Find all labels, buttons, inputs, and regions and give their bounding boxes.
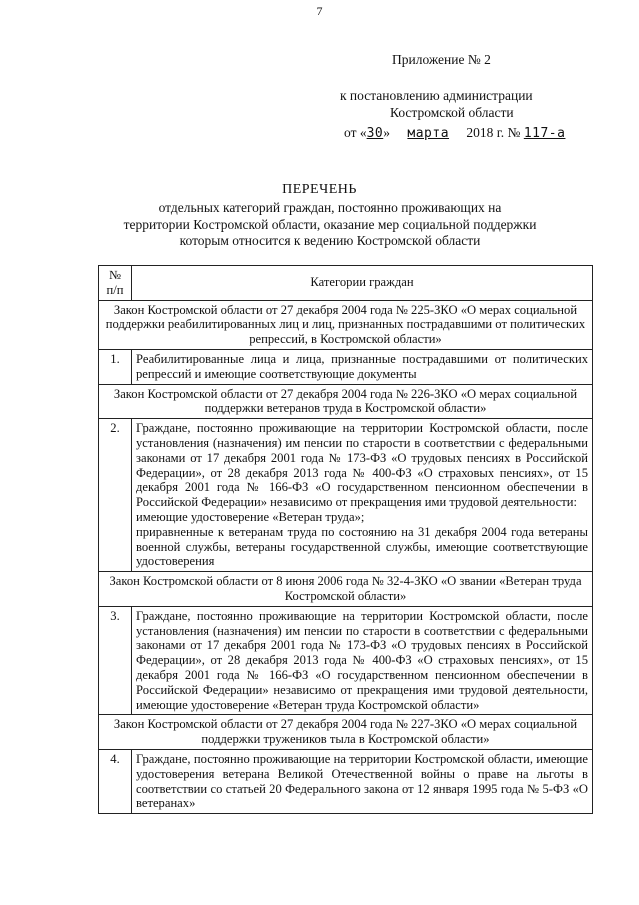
row-category-text: Реабилитированные лица и лица, признанные пострадавшими от политических репрессий и имеющие соответствующие документы <box>132 349 593 384</box>
table-row <box>99 749 593 813</box>
row-text-part-3: приравненные к ветеранам труда по состоянию на 31 декабря 2004 года ветераны военной службы, ветераны государственной службы, имеющие соответствующие удостоверения <box>136 524 588 569</box>
row-category-text: Граждане, постоянно проживающие на территории Костромской области, имеющие удостоверения ветерана Великой Отечественной войны о праве на льготы в соответствии со статьей 20 Федерального закона от 12 января 1995 года № 5-ФЗ «О ветеранах» <box>132 749 593 813</box>
date-month <box>393 125 463 140</box>
annex-line-1: к постановлению администрации <box>340 88 533 103</box>
doc-number: 117-а <box>523 126 566 141</box>
date-month-text: марта <box>407 126 450 141</box>
table-row <box>99 715 593 750</box>
row-category-text <box>132 419 593 572</box>
law-heading: Закон Костромской области от 27 декабря 2004 года № 227-ЗКО «О мерах социальной поддержки тружеников тыла в Костромской области» <box>99 715 593 750</box>
table-row <box>99 606 593 715</box>
date-prefix: от « <box>344 125 367 140</box>
subtitle-line-3: которым относится к ведению Костромской области <box>179 233 481 248</box>
date-year: 2018 г. № <box>466 125 521 140</box>
header-num-line-2: п/п <box>106 282 124 297</box>
row-text-part-1: Граждане, постоянно проживающие на территории Костромской области, после установления (назначения) им пенсии по старости в соответствии с федеральными законами от 17 декабря 2001 года № 173-ФЗ «О трудовых пенсиях в Российской Федерации», от 28 декабря 2013 года № 400-ФЗ «О страховых пенсиях», от 15 декабря 2001 года № 166-ФЗ «О государственном пенсионном обеспечении в Российской Федерации» независимо от прекращения ими трудовой деятельности: <box>136 421 588 510</box>
law-heading: Закон Костромской области от 8 июня 2006 года № 32-4-ЗКО «О звании «Ветеран труда Костромской области» <box>99 572 593 607</box>
header-category: Категории граждан <box>132 266 593 301</box>
annex-date-line <box>344 125 565 141</box>
doc-subtitle <box>80 200 580 250</box>
annex-title: Приложение № 2 <box>392 52 491 67</box>
date-day: 30 <box>366 126 384 141</box>
categories-table <box>98 265 593 814</box>
annex-line-2: Костромской области <box>390 105 514 120</box>
law-heading: Закон Костромской области от 27 декабря 2004 года № 225-ЗКО «О мерах социальной поддержки реабилитированных лиц и лиц, признанных пострадавшими от политических репрессий, в Костромской области» <box>99 300 593 349</box>
table-row <box>99 419 593 572</box>
table-row <box>99 384 593 419</box>
table-row <box>99 300 593 349</box>
row-number: 2. <box>99 419 132 572</box>
table-row <box>99 572 593 607</box>
row-category-text: Граждане, постоянно проживающие на территории Костромской области, после установления (назначения) им пенсии по старости в соответствии с федеральными законами от 17 декабря 2001 года № 173-ФЗ «О трудовых пенсиях в Российской Федерации», от 28 декабря 2013 года № 400-ФЗ «О страховых пенсиях», от 15 декабря 2001 года № 166-ФЗ «О государственном пенсионном обеспечении в Российской Федерации» независимо от прекращения ими трудовой деятельности, имеющие удостоверение «Ветеран труда Костромской области» <box>132 606 593 715</box>
table-header-row <box>99 266 593 301</box>
date-mid: » <box>383 125 391 140</box>
header-num-line-1: № <box>108 268 122 282</box>
row-number: 1. <box>99 349 132 384</box>
subtitle-line-1: отдельных категорий граждан, постоянно проживающих на <box>158 200 502 215</box>
table-row <box>99 349 593 384</box>
law-heading: Закон Костромской области от 27 декабря 2004 года № 226-ЗКО «О мерах социальной поддержки ветеранов труда в Костромской области» <box>99 384 593 419</box>
subtitle-line-2: территории Костромской области, оказание мер социальной поддержки <box>123 216 537 232</box>
header-num <box>99 266 132 301</box>
row-text-part-2: имеющие удостоверение «Ветеран труда»; <box>136 509 365 524</box>
row-number: 4. <box>99 749 132 813</box>
row-number: 3. <box>99 606 132 715</box>
page-number: 7 <box>316 4 323 18</box>
doc-title: ПЕРЕЧЕНЬ <box>282 182 357 197</box>
